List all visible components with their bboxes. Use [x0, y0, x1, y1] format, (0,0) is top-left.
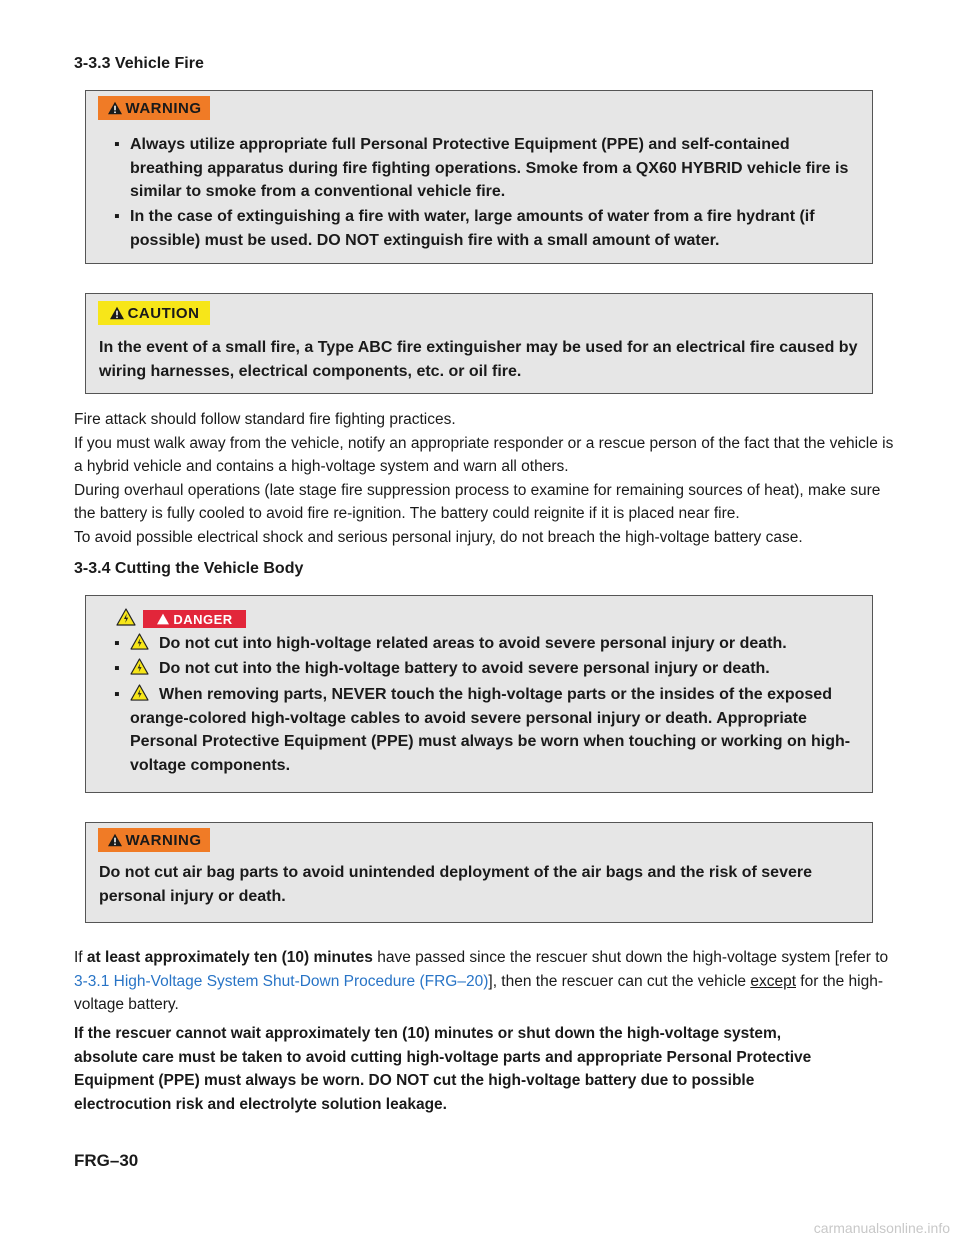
para-underlined: except: [750, 972, 796, 990]
high-voltage-icon: [116, 608, 136, 626]
warning-text: Do not cut air bag parts to avoid unintended deployment of the air bags and the risk of severe personal injury or death.: [99, 864, 812, 905]
para-text: have passed since the rescuer shut down the high-voltage system [refer to: [372, 949, 889, 966]
warning-item: ▪ In the case of extinguishing a fire with water, large amounts of water from a fire hydrant (if possible) must be used. DO NOT extinguish fire with a small amount of water.: [114, 208, 815, 249]
caution-triangle-icon: [109, 306, 125, 320]
danger-label: DANGER: [173, 611, 233, 627]
warning-triangle-icon: [107, 101, 123, 115]
danger-badge: [143, 610, 246, 628]
caution-text: In the event of a small fire, a Type ABC fire extinguisher may be used for an electrical fire caused by wiring harnesses, electrical components, etc. or oil fire.: [99, 339, 858, 380]
high-voltage-icon: [130, 633, 149, 650]
high-voltage-icon: [130, 684, 149, 701]
warning-label: WARNING: [125, 831, 202, 849]
danger-item: ▪ Do not cut into high-voltage related areas to avoid severe personal injury or death.: [114, 635, 787, 652]
warning-box-fire: [85, 90, 873, 264]
para-bold: at least approximately ten (10) minutes: [86, 949, 373, 966]
para-text: If: [74, 949, 87, 966]
warning-box-airbag: [85, 822, 873, 923]
page-number: FRG–30: [74, 1151, 139, 1170]
danger-item-text: Do not cut into high-voltage related areas to avoid severe personal injury or death.: [159, 635, 787, 652]
danger-item: ▪ When removing parts, NEVER touch the high-voltage parts or the insides of the exposed orange-colored high-voltage cables to avoid severe personal injury or death. Appropriate Personal Protective Equipment (PPE) must always be worn when touching or working on high-voltage components.: [114, 686, 851, 774]
section-heading-vehicle-fire: 3-3.3 Vehicle Fire: [74, 55, 204, 72]
warning-badge: [98, 828, 210, 852]
warning-label: WARNING: [125, 99, 202, 117]
danger-item: ▪ Do not cut into the high-voltage battery to avoid severe personal injury or death.: [114, 660, 770, 677]
caution-badge: [98, 301, 210, 325]
body-line: Fire attack should follow standard fire fighting practices.: [74, 411, 456, 428]
cutting-para-2: If the rescuer cannot wait approximately ten (10) minutes or shut down the high-voltage system, absolute care must be taken to avoid cutting high-voltage parts and appropriate Personal Protective Equipment (PPE) must always be worn. DO NOT cut the high-voltage battery due to possible electrocution risk and electrolyte solution leakage.: [74, 1025, 812, 1113]
caution-label: CAUTION: [127, 304, 200, 322]
high-voltage-icon: [130, 658, 149, 675]
para-text: for the high-voltage battery.: [74, 972, 884, 1013]
danger-triangle-icon: [156, 613, 170, 625]
warning-item-text: Always utilize appropriate full Personal Protective Equipment (PPE) and self-contained breathing apparatus during fire fighting operations. Smoke from a QX60 HYBRID vehicle fire is similar to smoke from a conventional vehicle fire.: [130, 136, 849, 200]
watermark: carmanualsonline.info: [813, 1220, 950, 1236]
warning-item: ▪ Always utilize appropriate full Personal Protective Equipment (PPE) and self-contained breathing apparatus during fire fighting operations. Smoke from a QX60 HYBRID vehicle fire is similar to smoke from a conventional vehicle fire.: [114, 136, 849, 200]
shutdown-procedure-link[interactable]: 3-3.1 High-Voltage System Shut-Down Procedure (FRG–20): [74, 972, 489, 990]
danger-box: [85, 595, 873, 793]
fire-body-text: [74, 408, 894, 549]
body-line: During overhaul operations (late stage fire suppression process to examine for remaining sources of heat), make sure the battery is fully cooled to avoid fire re-ignition. The battery could reignite if it is placed near fire.: [74, 481, 881, 522]
warning-triangle-icon: [107, 833, 123, 847]
body-line: To avoid possible electrical shock and serious personal injury, do not breach the high-voltage battery case.: [74, 528, 803, 546]
para-text: ], then the rescuer can cut the vehicle: [488, 972, 751, 990]
warning-badge: [98, 96, 210, 120]
danger-item-text: Do not cut into the high-voltage battery to avoid severe personal injury or death.: [159, 660, 770, 677]
body-line: If you must walk away from the vehicle, notify an appropriate responder or a rescue person of the fact that the vehicle is a hybrid vehicle and contains a high-voltage system and warn all others.: [74, 434, 894, 475]
caution-box: [85, 293, 873, 394]
section-heading-cutting: 3-3.4 Cutting the Vehicle Body: [74, 560, 304, 577]
danger-item-text: When removing parts, NEVER touch the high-voltage parts or the insides of the exposed orange-colored high-voltage cables to avoid severe personal injury or death. Appropriate Personal Protective Equipment (PPE) must always be worn when touching or working on high-voltage components.: [130, 686, 851, 774]
warning-item-text: In the case of extinguishing a fire with water, large amounts of water from a fire hydrant (if possible) must be used. DO NOT extinguish fire with a small amount of water.: [130, 208, 815, 249]
cutting-para-1: [74, 946, 894, 1017]
